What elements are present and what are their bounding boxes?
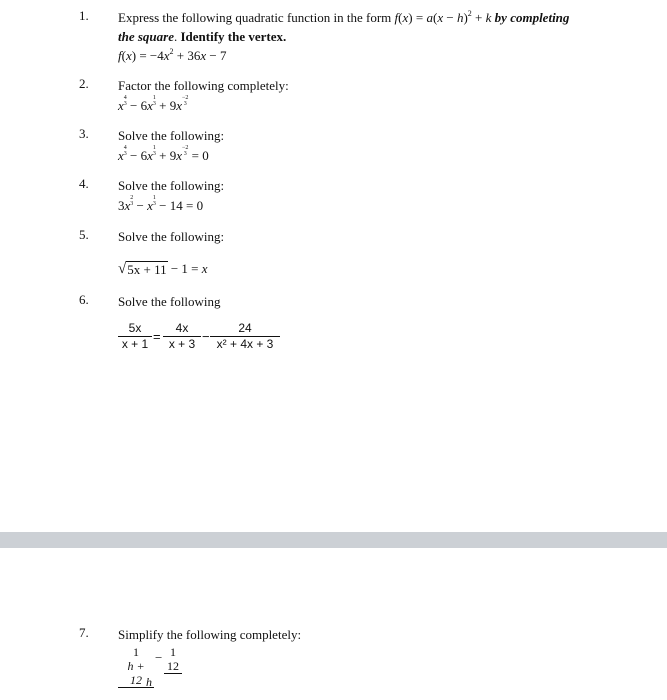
problem-1-function: $f(x) = -4x^2 + 36x - 7$ xyxy=(118,47,227,63)
problem-1-line-2: the square. Identify the vertex. xyxy=(118,29,287,44)
page-divider xyxy=(0,532,667,548)
the-square-text: the square xyxy=(118,29,174,44)
target-form: $f(x) = a(x - h)^2 + k$ xyxy=(394,9,492,25)
fraction-a: 1 h + 12 xyxy=(118,645,154,688)
problem-5-expression: √ 5x + 11 − 1 = x xyxy=(118,261,208,277)
problem-2 xyxy=(118,76,607,114)
equals-sign: = xyxy=(153,329,161,344)
problem-5 xyxy=(118,227,607,278)
fraction-2: 4x x + 3 xyxy=(163,321,201,352)
fraction-3: 24 x² + 4x + 3 xyxy=(210,321,280,352)
problem-3-number: 3. xyxy=(79,126,89,141)
problem-4 xyxy=(118,176,607,214)
problem-2-instruction: Factor the following completely: xyxy=(118,78,289,93)
problem-4-instruction: Solve the following: xyxy=(118,178,225,193)
problem-3 xyxy=(118,126,607,164)
problem-7-number: 7. xyxy=(79,625,89,640)
problem-5-instruction: Solve the following: xyxy=(118,229,225,244)
main-denominator: h xyxy=(146,675,152,689)
problem-5-number: 5. xyxy=(79,227,89,242)
fraction-b: 1 12 xyxy=(164,645,182,674)
problem-6 xyxy=(118,292,607,355)
problem-1 xyxy=(118,8,607,65)
problem-1-intro: Express the following quadratic function in the form xyxy=(118,10,392,25)
problem-4-expression: 3x 2 3 − x 1 3 − 14 = 0 xyxy=(118,195,204,213)
problem-7-instruction: Simplify the following completely: xyxy=(118,627,302,642)
minus-sign: − xyxy=(155,650,163,665)
problem-7 xyxy=(118,625,607,695)
problem-3-instruction: Solve the following: xyxy=(118,128,225,143)
problem-2-number: 2. xyxy=(79,76,89,91)
problem-3-expression: x 4 3 − 6x 1 3 + 9x −2 3 = 0 xyxy=(118,145,209,163)
problem-6-number: 6. xyxy=(79,292,89,307)
problem-6-instruction: Solve the following xyxy=(118,294,221,309)
by-completing-text: by completing xyxy=(494,10,570,25)
problem-6-equation xyxy=(118,321,607,355)
problem-4-number: 4. xyxy=(79,176,89,191)
radical-sign: √ xyxy=(118,261,127,277)
radicand: 5x + 11 xyxy=(127,262,167,277)
problem-1-number: 1. xyxy=(79,8,89,23)
square-root xyxy=(118,261,168,277)
minus-sign: − xyxy=(202,329,210,344)
page-bottom xyxy=(0,548,667,700)
problem-2-expression: x 4 3 − 6x 1 3 + 9x −2 3 xyxy=(118,95,189,113)
complex-fraction xyxy=(118,645,188,695)
identify-vertex-text: Identify the vertex. xyxy=(180,29,287,44)
fraction-1: 5x x + 1 xyxy=(118,321,152,352)
problem-1-line-1 xyxy=(118,8,607,27)
